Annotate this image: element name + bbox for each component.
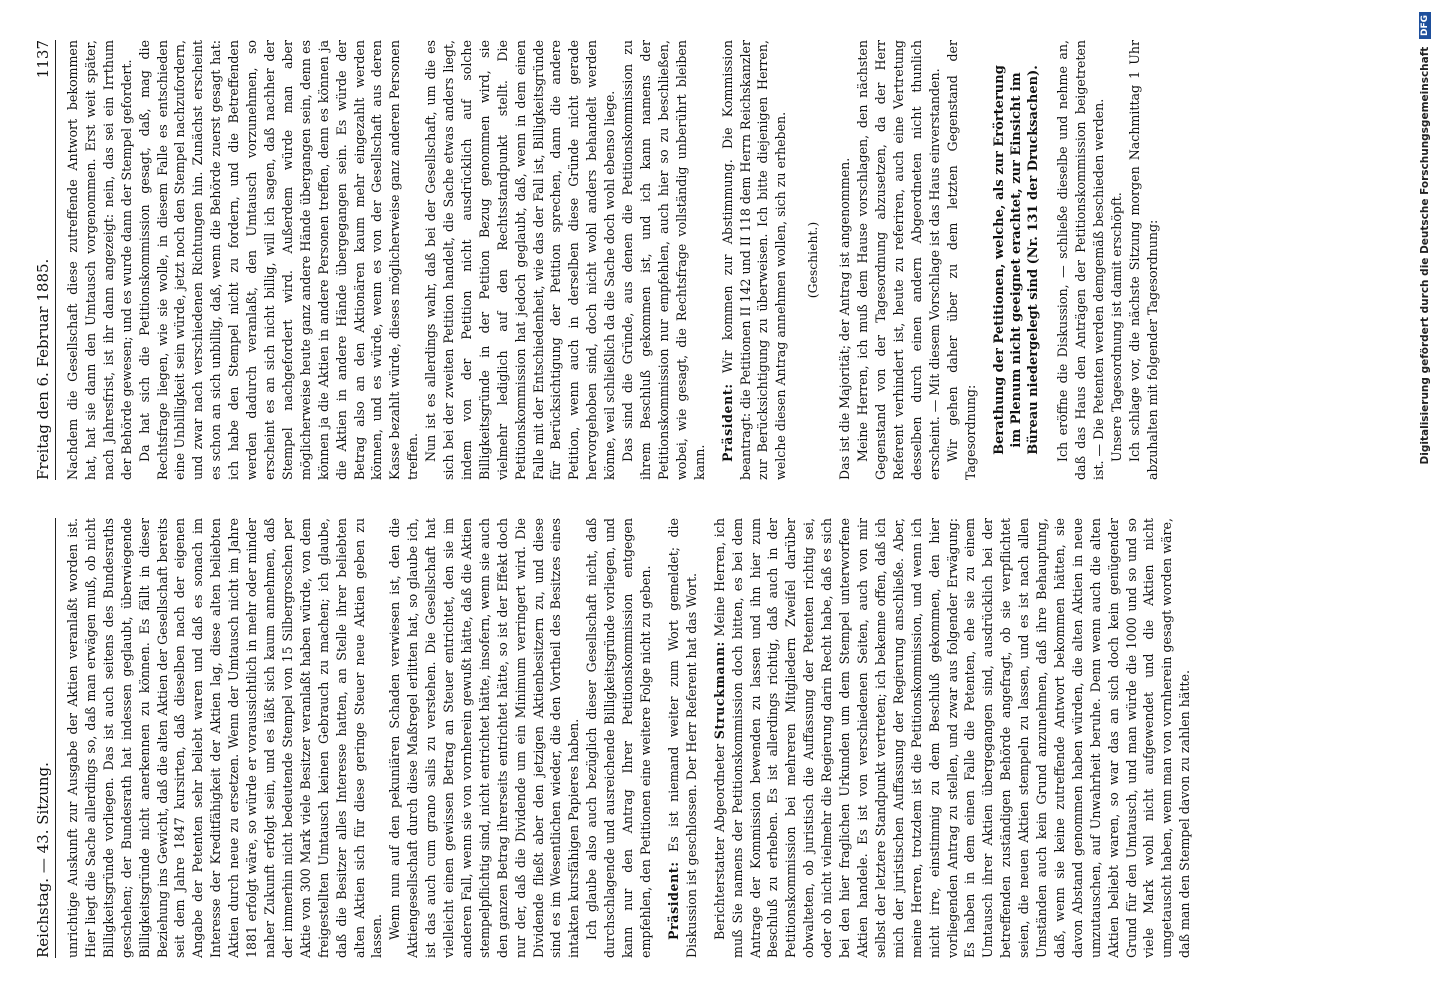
page-number: 1137	[33, 40, 52, 79]
dfg-logo: DFG	[1419, 12, 1431, 39]
paragraph: Nachdem die Gesellschaft diese zutreffende Antwort bekommen hat, hat sie dann den Umtausch vorgenommen. Erst weit später, nach Jahresfrist, ist ihr dann angezeigt: nein, das sei ein Irrthum der Behörde gewesen; und es wurde dann der Stempel gefordert.	[65, 40, 134, 480]
speech-text: Meine Herren, ich muß Sie namens der Petitionskommission doch bitten, es bei dem Antrage der Kommission bewenden zu lassen und ihn hier zum Beschluß zu erheben. Es ist allerdings richtig, daß auch in der Petitionskommission bei mehreren Mitgliedern Zweifel darüber obwalteten, ob juristisch die Auffassung der Petenten richtig sei, oder ob nicht vielmehr die Regierung darin Recht habe, daß es sich bei den hier fraglichen Urkunden um dem Stempel unterworfene Aktien handele. Es ist von verschiedenen Seiten, auch von mir selbst der letztere Standpunkt vertreten; ich bekenne offen, daß ich mich der juristischen Auffassung der Regierung anschließe. Aber, meine Herren, trotzdem ist die Petitionskommission, und wenn ich nicht irre, einstimmig zu dem Beschluß gekommen, den hier vorliegenden Antrag zu stellen, und zwar aus folgender Erwägung: Es haben in dem einen Falle die Petenten, ehe sie zu einem Umtausch ihrer Aktien übergegangen sind, ausdrücklich bei der betreffenden zuständigen Behörde angefragt, ob sie verpflichtet seien, die neuen Aktien stempeln zu lassen, und es ist nach allen Umständen auch kein Grund anzunehmen, daß ihre Behauptung, daß, wenn sie keine zutreffende Antwort bekommen hätten, sie davon Abstand genommen haben würden, die alten Aktien in neue umzutauschen, auf Unwahrheit beruhe. Denn wenn auch die alten Aktien beliebt waren, so war das an sich doch kein genügender Grund für den Umtausch, und man würde die 1000 und so und so viele Mark wohl nicht aufgewendet und die Aktien nicht umgetauscht haben, wenn man von vornherein gesagt worden wäre, daß man den Stempel davon zu zahlen hätte.	[711, 518, 1193, 958]
digitization-note: Digitalisierung gefördert durch die Deutsche Forschungsgemeinschaft	[1419, 46, 1431, 465]
agenda-item-heading: Berathung der Petitionen, welche, als zur Erörterung im Plenum nicht geeignet erachtet, zur Einsicht im Büreau niedergelegt sind (Nr. 131 der Drucksachen).	[992, 65, 1042, 455]
paragraph: Meine Herren, ich muß dem Hause vorschlagen, den nächsten Gegenstand von der Tagesordnung abzusetzen, da der Herr Referent verhindert ist, heute zu referiren, auch eine Vertretung desselben durch einen andern Abgeordneten nicht thunlich erscheint. — Mit diesem Vorschlage ist das Haus einverstanden.	[855, 40, 942, 480]
paragraph: Unsere Tagesordnung ist damit erschöpft.	[1109, 192, 1125, 462]
paragraph: Das ist die Majorität; der Antrag ist angenommen.	[837, 157, 853, 480]
paragraph: Das sind die Gründe, aus denen die Petitionskommission zu ihrem Beschluß gekommen ist, und ich kann namens der Petitionskommission nur empfehlen, auch hier so zu beschließen, wobei, wie gesagt, die Rechtsfrage vollständig unberührt bleiben kann.	[620, 40, 707, 480]
speaker-name: Struckmann:	[711, 641, 727, 740]
president-remark	[719, 40, 791, 480]
paragraph: unrichtige Auskunft zur Ausgabe der Aktien veranlaßt worden ist. Hier liegt die Sache allerdings so, daß man erwägen muß, ob nicht Billigkeitsgründe vorliegen. Das ist auch seitens des Bundesraths geschehen; der Bundesrath hat indessen geglaubt, überwiegende Billigkeitsgründe nicht anerkennen zu können. Es fällt in dieser Beziehung ins Gewicht, daß die alten Aktien der Gesellschaft bereits seit dem Jahre 1847 kursirten, daß dieselben nach der eigenen Angabe der Petenten sehr beliebt waren und daß es sonach im Interesse der Kreditfähigkeit der Aktien lag, diese alten beliebten Aktien durch neue zu ersetzen. Wenn der Umtausch nicht im Jahre 1881 erfolgt wäre, so würde er voraussichtlich in mehr oder minder naher Zukunft erfolgt sein, und es läßt sich kaum annehmen, daß der immerhin nicht bedeutende Stempel von 15 Silbergroschen per Aktie von 300 Mark viele Besitzer veranlaßt haben würde, von dem freigestellten Umtausch keinen Gebrauch zu machen; ich glaube, daß die Besitzer alles Interesse hatten, an Stelle ihrer beliebten alten Aktien sich für diese geringe Steuer neue Aktien geben zu lassen.	[65, 518, 385, 958]
speaker-role: Berichterstatter Abgeordneter	[711, 743, 727, 940]
speech-text: Es ist niemand weiter zum Wort gemeldet; die Diskussion ist geschlossen. Der Herr Referent hat das Wort.	[665, 518, 699, 958]
paragraph: Ich eröffne die Diskussion, — schließe dieselbe und nehme an, daß das Haus den Anträgen der Petitionskommission beigetreten ist. — Die Petenten werden demgemäß beschieden werden.	[1055, 40, 1107, 480]
head-left-title: Reichstag. — 43. Sitzung.	[33, 762, 52, 958]
speech-text: Wir kommen zur Abstimmung. Die Kommission beantragt: die Petitionen II 142 und II 118 dem Herrn Reichskanzler zur Berücksichtigung zu überweisen. Ich bitte diejenigen Herren, welche diesen Antrag annehmen wollen, sich zu erheben.	[719, 40, 789, 480]
stage-direction: (Geschieht.)	[805, 221, 821, 299]
president-remark	[665, 518, 701, 958]
running-head-left	[30, 518, 56, 958]
paragraph: Da hat sich die Petitionskommission gesagt, daß, mag die Rechtsfrage liegen, wie sie wolle, in diesem Falle es entschieden eine Unbilligkeit sein würde, jetzt noch den Stempel nachzufordern, und zwar nach verschiedenen Richtungen hin. Zunächst erscheint es schon an sich unbillig, daß, wenn die Behörde zuerst gesagt hat: ich habe den Stempel nicht zu fordern, und die Betreffenden werden dadurch veranlaßt, den Umtausch vorzunehmen, so erscheint es an sich nicht billig, will ich sagen, daß nachher der Stempel nachgefordert wird. Außerdem würde man aber möglicherweise heute ganz andere Hände übergangen sein, denn es können ja die Aktien in andere Personen treffen, denn es können ja die Aktien in andere Hände übergegangen sein. Es würde der Betrag also an den Aktionären kaum mehr eingezahlt werden können, und es würde, wenn es von der Gesellschaft aus deren Kasse bezahlt würde, dieses möglicherweise ganz anderen Personen treffen.	[136, 40, 421, 480]
speaker-name: Präsident:	[665, 861, 681, 940]
paragraph: Nun ist es allerdings wahr, daß bei der Gesellschaft, um die es sich bei der zweiten Petition handelt, die Sache etwas anders liegt, indem von der Petition nicht ausdrücklich auf solche Billigkeitsgründe in der Petition Bezug genommen wird, sie vielmehr lediglich auf den Rechtsstandpunkt stellt. Die Petitionskommission hat jedoch geglaubt, daß, wenn in dem einen Falle mit der Entschiedenheit, wie das der Fall ist, Billigkeitsgründe für Berücksichtigung der Petition sprechen, dann die andere Petition, wenn auch in derselben diese Gründe nicht gerade hervorgehoben sind, doch nicht wohl anders behandelt werden könne, weil schließlich da die Sache doch wohl ebenso liege.	[423, 40, 618, 480]
column-right	[64, 40, 1404, 480]
digitization-footer	[1418, 0, 1432, 1000]
paragraph: Ich glaube also auch bezüglich dieser Gesellschaft nicht, daß durchschlagende und ausreichende Billigkeitsgründe vorliegen, und kann nur den Antrag Ihrer Petitionskommission entgegen empfehlen, den Petitionen eine weitere Folge nicht zu geben.	[584, 518, 653, 958]
speaker-name: Präsident:	[719, 383, 735, 462]
running-head-right	[30, 40, 56, 480]
head-right-title: Freitag den 6. Februar 1885.	[33, 258, 52, 480]
reporter-speech	[711, 518, 1194, 958]
paragraph: Ich schlage vor, die nächste Sitzung morgen Nachmittag 1 Uhr abzuhalten mit folgender Tagesordnung:	[1127, 40, 1160, 480]
paragraph: Wir gehen daher über zu dem letzten Gegenstand der Tagesordnung:	[944, 40, 978, 480]
paragraph: Wenn nun auf den pekuniären Schaden verwiesen ist, den die Aktiengesellschaft durch diese Maßregel erlitten hat, so glaube ich, ist das auch cum grano salis zu verstehen. Die Gesellschaft hat vielleicht einen gewissen Betrag an Steuer entrichtet, den sie im anderen Fall, wenn sie von vornherein gewußt hätte, daß die Aktien stempelpflichtig sind, nicht entrichtet hätte, insofern, wenn sie auch den ganzen Betrag ihrerseits entrichtet hätte, so ist der Effekt doch nur der, daß die Dividende um ein Minimum verringert wird. Die Dividende fließt aber den jetzigen Aktienbesitzern zu, und diese sind es im Wesentlichen wieder, die den Vortheil des Besitzes eines intakten kursfähigen Papieres haben.	[387, 518, 582, 958]
column-left	[64, 518, 1404, 958]
